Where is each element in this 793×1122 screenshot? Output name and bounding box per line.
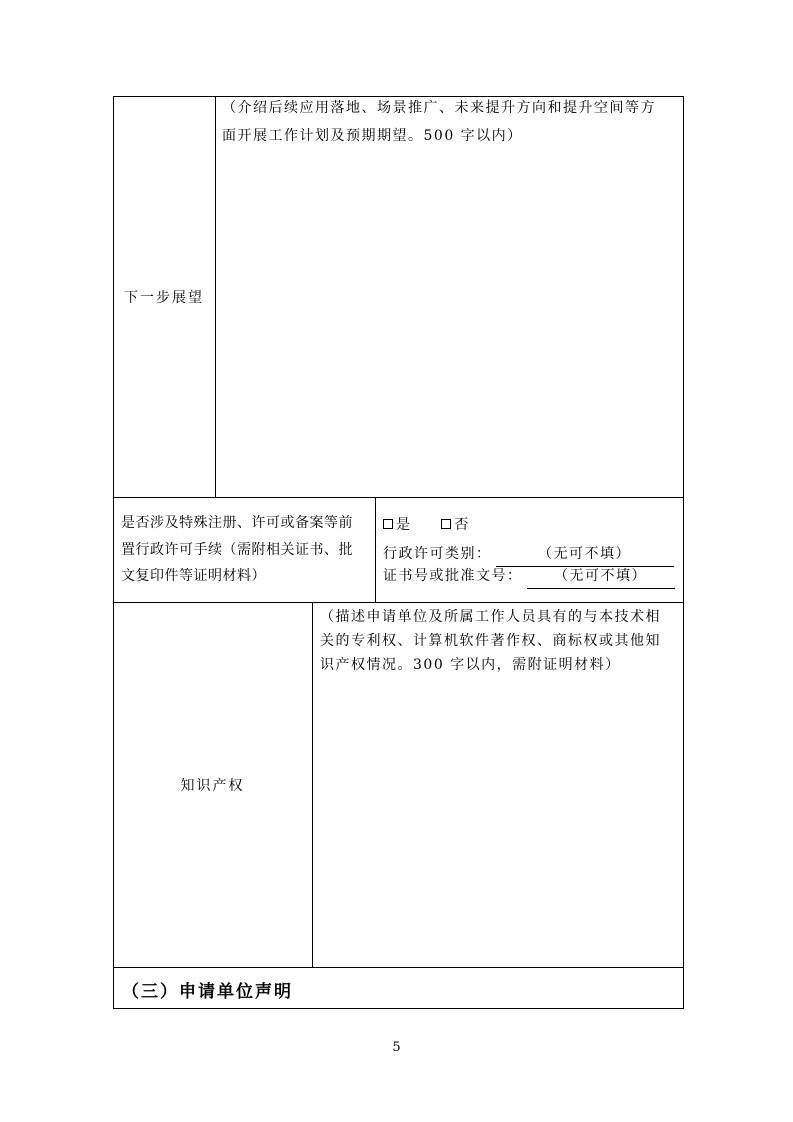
outlook-hint-line2: 面开展工作计划及预期期望。500 字以内） <box>222 128 523 144</box>
section-title: （三）申请单位声明 <box>122 982 293 1002</box>
ip-input-area[interactable] <box>315 680 681 965</box>
ip-hint-line2: 关的专利权、计算机软件著作权、商标权或其他知 <box>320 633 661 649</box>
license-label-line2: 置行政许可手续（需附相关证书、批 <box>121 542 353 558</box>
checkbox-icon <box>383 519 393 529</box>
outlook-label: 下一步展望 <box>124 290 204 306</box>
license-label-line3: 文复印件等证明材料） <box>121 568 266 584</box>
license-label-line1: 是否涉及特殊注册、许可或备案等前 <box>121 515 353 531</box>
row-divider <box>113 967 684 968</box>
row-divider <box>113 602 684 603</box>
option-no[interactable]: 否 <box>441 517 470 533</box>
outlook-hint-line1: （介绍后续应用落地、场景推广、未来提升方向和提升空间等方 <box>222 100 656 116</box>
checkbox-icon <box>441 519 451 529</box>
column-divider <box>375 497 376 602</box>
ip-hint-line1: （描述申请单位及所属工作人员具有的与本技术相 <box>320 609 661 625</box>
license-category-label: 行政许可类别： <box>383 546 492 562</box>
license-number-row <box>383 564 675 589</box>
ip-label: 知识产权 <box>180 778 245 794</box>
outlook-input-area[interactable] <box>218 152 682 495</box>
page-number: 5 <box>392 1040 401 1055</box>
option-yes[interactable]: 是 <box>383 517 412 533</box>
license-options <box>383 513 470 537</box>
column-divider <box>312 602 313 967</box>
column-divider <box>215 96 216 497</box>
row-divider <box>113 497 684 498</box>
license-number-label: 证书号或批准文号： <box>383 568 523 584</box>
ip-hint-line3: 识产权情况。300 字以内，需附证明材料） <box>320 657 621 673</box>
license-number-field[interactable]: （无可不填） <box>527 564 675 589</box>
license-category-field[interactable]: （无可不填） <box>496 542 674 567</box>
